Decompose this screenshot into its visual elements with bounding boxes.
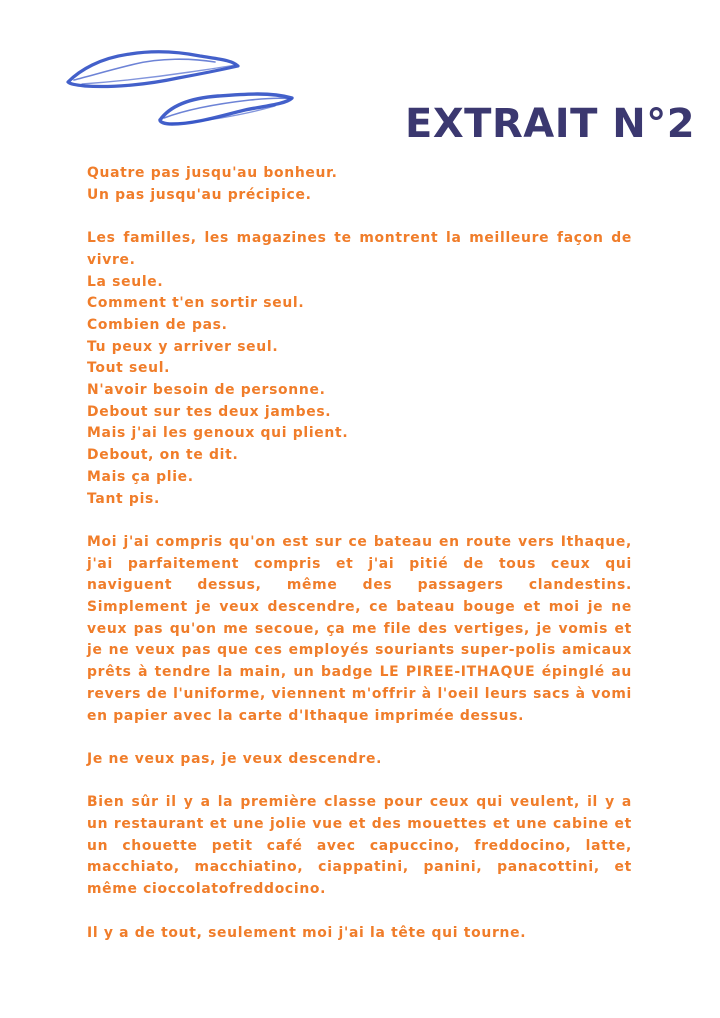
text-line: La seule. — [87, 273, 164, 290]
stanza-2 — [87, 228, 632, 510]
text-line: Debout sur tes deux jambes. — [87, 403, 332, 420]
text-line: Mais j'ai les genoux qui plient. — [87, 425, 349, 442]
cloud-scribble-icon — [60, 40, 310, 140]
text-line: Mais ça plie. — [87, 468, 194, 485]
text-line: Debout, on te dit. — [87, 447, 239, 464]
text-line: Tu peux y arriver seul. — [87, 338, 279, 355]
paragraph-4: Je ne veux pas, je veux descendre. — [87, 750, 383, 767]
paragraph-6: Il y a de tout, seulement moi j'ai la tête qui tourne. — [87, 924, 527, 941]
text-line: Tout seul. — [87, 360, 171, 377]
text-line: Un pas jusqu'au précipice. — [87, 186, 312, 203]
text-line: Combien de pas. — [87, 316, 228, 333]
page-title: EXTRAIT N°2 — [405, 101, 696, 147]
text-body — [87, 163, 632, 966]
paragraph-5: Bien sûr il y a la première classe pour ceux qui veulent, il y a un restaurant et une jolie vue et des mouettes et une cabine et un chouette petit café avec capuccino, freddocino, latte, macchiato, macchiatino, ciappatini, panini, panacottini, et même cioccolatofreddocino. — [87, 794, 632, 898]
text-line: N'avoir besoin de personne. — [87, 382, 326, 399]
text-line: Tant pis. — [87, 490, 160, 507]
stanza-1 — [87, 163, 632, 206]
text-line: Comment t'en sortir seul. — [87, 295, 305, 312]
text-line: Les familles, les magazines te montrent la meilleure façon de vivre. — [87, 230, 632, 268]
text-line: Quatre pas jusqu'au bonheur. — [87, 165, 338, 181]
paragraph-3: Moi j'ai compris qu'on est sur ce bateau en route vers Ithaque, j'ai parfaitement compris et j'ai pitié de tous ceux qui naviguent dessus, même des passagers clandestins. Simplement je veux descendre, ce bateau bouge et moi je ne veux pas qu'on me secoue, ça me file des vertiges, je vomis et je ne veux pas que ces employés souriants super-polis amicaux prêts à tendre la main, un badge LE PIREE-ITHAQUE épinglé au revers de l'uniforme, viennent m'offrir à l'oeil leurs sacs à vomi en papier avec la carte d'Ithaque imprimée dessus. — [87, 533, 632, 724]
